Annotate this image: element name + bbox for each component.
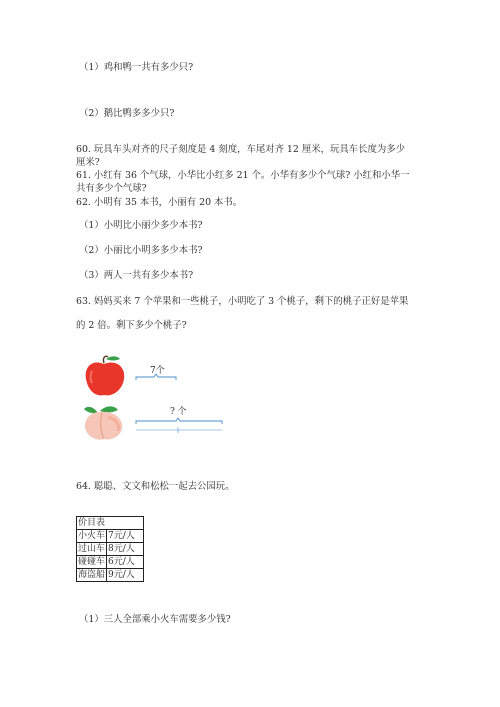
problem-62: 62. 小明有 35 本书，小丽有 20 本书。 — [76, 197, 243, 208]
problem-62-sub1: （1）小明比小丽少多少本书? — [79, 220, 203, 231]
price-item: 碰碰车 — [78, 557, 106, 567]
problem-63-line2: 的 2 倍。剩下多少个桃子? — [76, 320, 187, 331]
problem-61-line2: 共有多少个气球? — [76, 183, 147, 194]
table-row — [77, 543, 144, 556]
question-chicken-duck-total: （1）鸡和鸭一共有多少只? — [79, 62, 194, 73]
apple-peach-figure — [78, 355, 228, 445]
problem-60-line1: 60. 玩具车头对齐的尺子刻度是 4 刻度，车尾对齐 12 厘米，玩具车长度为多少 — [76, 144, 405, 155]
table-row — [77, 569, 144, 582]
problem-62-sub2: （2）小丽比小明多多少本书? — [79, 245, 203, 256]
price-table-title: 价目表 — [78, 518, 106, 528]
price-value: 7元/人 — [107, 530, 144, 543]
price-item: 过山车 — [78, 544, 106, 554]
table-row — [77, 530, 144, 543]
price-value: 9元/人 — [107, 569, 144, 582]
problem-62-sub3: （3）两人一共有多少本书? — [79, 270, 194, 281]
problem-64-sub1: （1）三人全部乘小火车需要多少钱? — [79, 614, 231, 625]
peach-icon — [84, 406, 122, 439]
price-item: 海盗船 — [78, 570, 106, 580]
problem-60-line2: 厘米? — [76, 157, 100, 168]
price-value: 6元/人 — [107, 556, 144, 569]
price-table — [76, 516, 144, 582]
price-value: 8元/人 — [107, 543, 144, 556]
price-table-title-blank — [107, 517, 144, 530]
price-item: 小火车 — [78, 531, 106, 541]
table-row — [77, 556, 144, 569]
problem-63-line1: 63. 妈妈买来 7 个苹果和一些桃子，小明吃了 3 个桃子，剩下的桃子正好是苹果 — [76, 296, 409, 307]
peach-count-label: ? 个 — [170, 407, 187, 417]
apple-icon — [86, 356, 125, 395]
apple-count-label: 7个 — [150, 366, 165, 376]
question-goose-vs-duck: （2）鹅比鸭多多少只? — [79, 108, 175, 119]
price-table-header-row — [77, 517, 144, 530]
peach-brace — [136, 418, 222, 424]
problem-61-line1: 61. 小红有 36 个气球，小华比小红多 21 个。小华有多少个气球? 小红和小华一 — [76, 170, 410, 181]
problem-64: 64. 聪聪、文文和松松一起去公园玩。 — [76, 481, 235, 492]
